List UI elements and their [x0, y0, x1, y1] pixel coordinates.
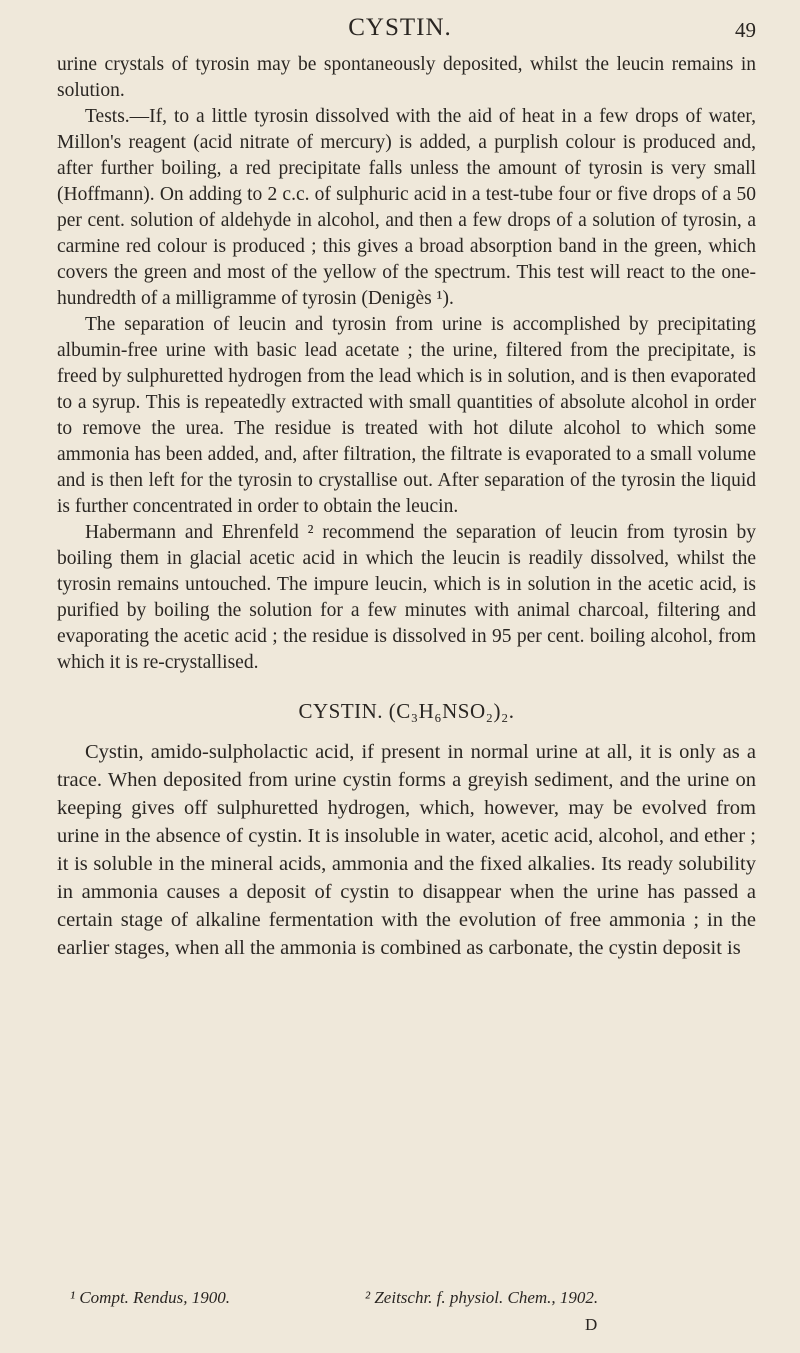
paragraph-tests: Tests.—If, to a little tyrosin dissolved with the aid of heat in a few drops of water, Millon's reagent (acid nitrate of mercury) is added, a purplish colour is produced and, after further boiling, a red precipitate falls unless the amount of tyrosin is very small (Hoffmann). On adding to 2 c.c. of sulphuric acid in a test-tube four or five drops of a 50 per cent. solution of aldehyde in alcohol, and then a few drops of a solution of tyrosin, a carmine red colour is produced ; this gives a broad absorption band in the green, which covers the green and most of the yellow of the spectrum. This test will react to the one-hundredth of a milligramme of tyrosin (Denigès ¹).	[57, 106, 756, 309]
paragraph-cystin: Cystin, amido-sulpholactic acid, if present in normal urine at all, it is only as a trace. When deposited from urine cystin forms a greyish sediment, and the urine on keeping gives off sulphuretted hydrogen, which, however, may be evolved from urine in the absence of cystin. It is insoluble in water, acetic acid, alcohol, and ether ; it is soluble in the mineral acids, ammonia and the fixed alkalies. Its ready solubility in ammonia causes a deposit of cystin to disappear when the urine has passed a certain stage of alkaline fermentation with the evolution of free ammonia ; in the earlier stages, when all the ammonia is combined as carbonate, the cystin deposit is	[57, 741, 756, 959]
signature-mark: D	[585, 1315, 598, 1334]
footnotes	[70, 1288, 760, 1308]
running-title: CYSTIN.	[348, 14, 452, 41]
footnote-2: ² Zeitschr. f. physiol. Chem., 1902.	[365, 1288, 599, 1307]
footnote-1: ¹ Compt. Rendus, 1900.	[70, 1288, 230, 1307]
paragraph-continuation: urine crystals of tyrosin may be spontaneously deposited, whilst the leucin remains in solution.	[57, 54, 756, 101]
page-number: 49	[735, 18, 756, 42]
section-heading: CYSTIN. (C₃H₆NSO₂)₂.	[298, 699, 515, 723]
running-header	[0, 14, 800, 44]
paragraph-separation: The separation of leucin and tyrosin from urine is accomplished by precipitating albumin-free urine with basic lead acetate ; the urine, filtered from the precipitate, is freed by sulphuretted hydrogen from the lead which is in solution, and is then evaporated to a syrup. This is repeatedly extracted with small quantities of absolute alcohol in order to remove the urea. The residue is treated with hot dilute alcohol to which some ammonia has been added, and, after filtration, the filtrate is evaporated to a small volume and is then left for the tyrosin to crystallise out. After separation of the tyrosin the liquid is further concentrated in order to obtain the leucin.	[57, 314, 756, 517]
body-text	[57, 52, 756, 962]
paragraph-habermann: Habermann and Ehrenfeld ² recommend the separation of leucin from tyrosin by boiling them in glacial acetic acid in which the leucin is readily dissolved, whilst the tyrosin remains untouched. The impure leucin, which is in solution in the acetic acid, is purified by boiling the solution for a few minutes with animal charcoal, filtering and evaporating the acetic acid ; the residue is dissolved in 95 per cent. boiling alcohol, from which it is re-crystallised.	[57, 522, 756, 673]
